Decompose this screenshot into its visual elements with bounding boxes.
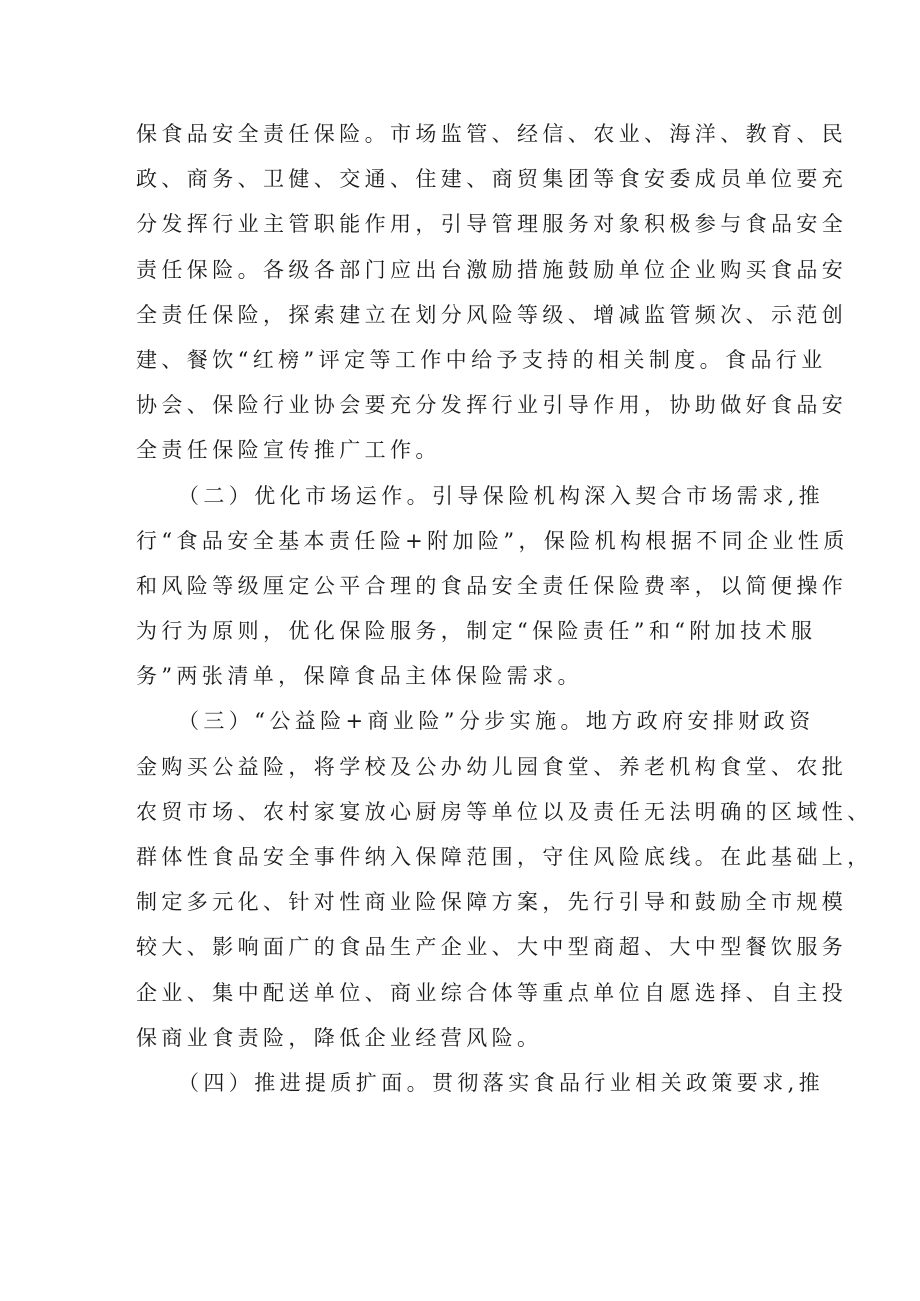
text-line: 行“食品安全基本责任险+附加险”，保险机构根据不同企业性质	[136, 528, 849, 553]
text-line: 分发挥行业主管职能作用，引导管理服务对象积极参与食品安全	[136, 212, 848, 237]
document-body	[136, 112, 873, 1106]
text-line: 全责任保险，探索建立在划分风险等级、增减监管频次、示范创	[136, 302, 848, 327]
text-line: 群体性食品安全事件纳入保障范围，守住风险底线。在此基础上，	[136, 845, 873, 869]
text-line: 金购买公益险，将学校及公办幼儿园食堂、养老机构食堂、农批	[136, 754, 848, 779]
text-line: 务”两张清单，保障食品主体保险需求。	[136, 664, 583, 689]
text-line: 和风险等级厘定公平合理的食品安全责任保险费率，以简便操作	[136, 573, 848, 598]
text-line: 责任保险。各级各部门应出台激励措施鼓励单位企业购买食品安	[136, 257, 848, 282]
text-line: 政、商务、卫健、交通、住建、商贸集团等食安委成员单位要充	[136, 167, 848, 192]
text-line: 农贸市场、农村家宴放心厨房等单位以及责任无法明确的区域性、	[136, 799, 873, 824]
text-line: 协会、保险行业协会要充分发挥行业引导作用，协助做好食品安	[136, 393, 848, 418]
paragraph-heading-line: （二）优化市场运作。引导保险机构深入契合市场需求,推	[178, 483, 825, 508]
paragraph-heading-line: （四）推进提质扩面。贯彻落实食品行业相关政策要求,推	[178, 1070, 825, 1095]
text-line: 保商业食责险，降低企业经营风险。	[136, 1025, 543, 1050]
text-line: 建、餐饮“红榜”评定等工作中给予支持的相关制度。食品行业	[136, 347, 827, 372]
text-line: 保食品安全责任保险。市场监管、经信、农业、海洋、教育、民	[136, 122, 848, 146]
paragraph-heading-line: （三）“公益险+商业险”分步实施。地方政府安排财政资	[178, 709, 815, 734]
text-line: 为行为原则，优化保险服务，制定“保险责任”和“附加技术服	[136, 619, 817, 644]
text-line: 企业、集中配送单位、商业综合体等重点单位自愿选择、自主投	[136, 980, 848, 1005]
text-line: 全责任保险宣传推广工作。	[136, 438, 441, 463]
text-line: 制定多元化、针对性商业险保障方案，先行引导和鼓励全市规模	[136, 890, 848, 915]
text-line: 较大、影响面广的食品生产企业、大中型商超、大中型餐饮服务	[136, 935, 848, 960]
